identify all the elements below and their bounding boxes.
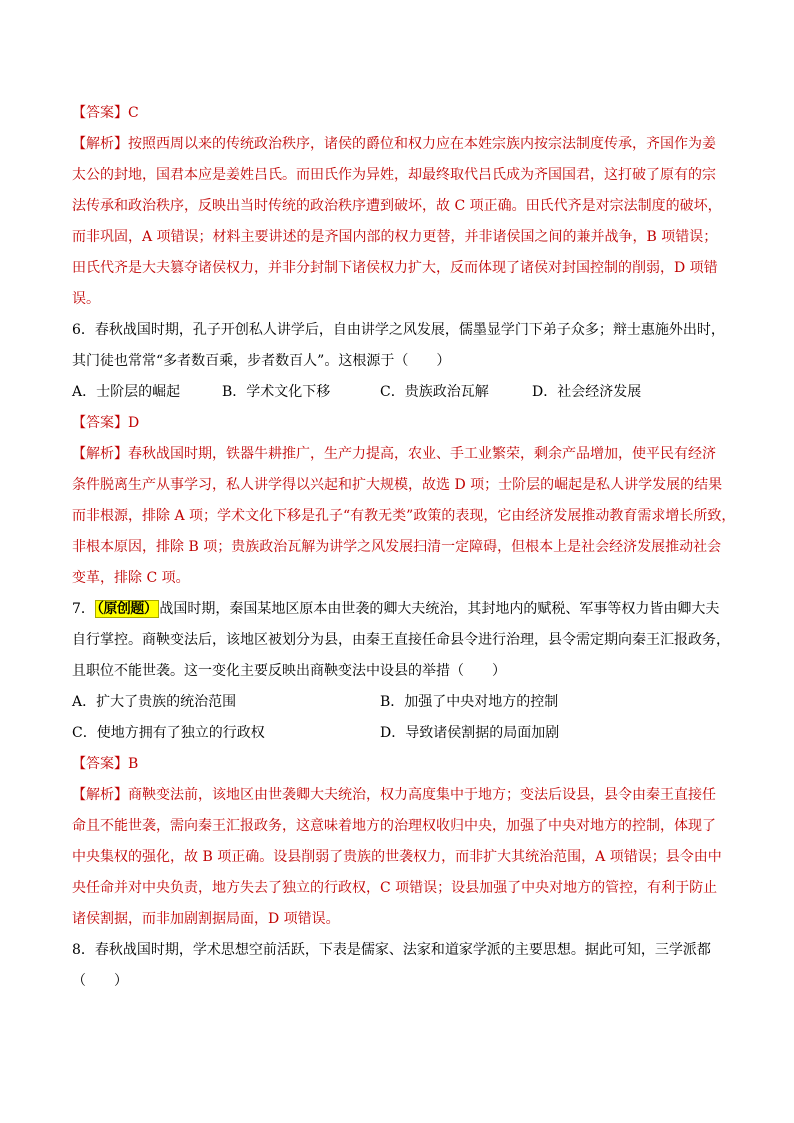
q8-stem-line: 8．春秋战国时期，学术思想空前活跃，下表是儒家、法家和道家学派的主要思想。据此可知，三学派都 — [72, 942, 711, 958]
q5-answer — [72, 98, 722, 129]
q6-stem-line: 6．春秋战国时期，孔子开创私人讲学后，自由讲学之风发展，儒墨显学门下弟子众多；辩士惠施外出时， — [72, 322, 725, 338]
answer-tag: 【答案】 — [72, 105, 128, 121]
q6-analysis-line: 非根本原因，排除 B 项；贵族政治瓦解为讲学之风发展扫清一定障碍，但根本上是社会经济发展推动社会 — [72, 539, 722, 555]
q6-analysis-line: 而非根源，排除 A 项；学术文化下移是孔子“有教无类”政策的表现，它由经济发展推动教育需求增长所致， — [72, 508, 736, 524]
q8-stem-line: （ ） — [72, 973, 128, 989]
q7-analysis-line: 央任命并对中央负责，地方失去了独立的行政权，C 项错误；设县加强了中央对地方的管控，有利于防止 — [72, 880, 718, 896]
q5-analysis-line: 法传承和政治秩序，反映出当时传统的政治秩序遭到破坏，故 C 项正确。田氏代齐是对宗法制度的破坏， — [72, 198, 722, 214]
q5-analysis-line: 误。 — [72, 291, 100, 307]
q7-analysis-line: 中央集权的强化，故 B 项正确。设县削弱了贵族的世袭权力，而非扩大其统治范围，A 项错误；县令由中 — [72, 849, 722, 865]
q7-analysis-line: 命且不能世袭，需向秦王汇报政务，这意味着地方的治理权收归中央，加强了中央对地方的控制，体现了 — [72, 818, 716, 834]
analysis-text: 春秋战国时期，铁器牛耕推广，生产力提高，农业、手工业繁荣，剩余产品增加，使平民有经济 — [128, 446, 716, 462]
analysis-tag: 【解析】 — [72, 136, 128, 152]
document-page — [72, 98, 736, 997]
analysis-text: 按照西周以来的传统政治秩序，诸侯的爵位和权力应在本姓宗族内按宗法制度传承，齐国作为姜 — [128, 136, 716, 152]
q7-options-row-1 — [72, 687, 722, 718]
q7-answer — [72, 749, 722, 780]
q6-options — [72, 377, 722, 408]
q7-stem-text: 战国时期，秦国某地区原本由世袭的卿大夫统治，其封地内的赋税、军事等权力皆由卿大夫 — [159, 601, 720, 617]
q6-answer — [72, 408, 722, 439]
q6-analysis-line — [72, 439, 722, 470]
q5-analysis-line — [72, 129, 722, 160]
q7-stem-line: 自行掌控。商鞅变法后，该地区被划分为县，由秦王直接任命县令进行治理，县令需定期向秦王汇报政务， — [72, 632, 730, 648]
answer-tag: 【答案】 — [72, 756, 128, 772]
q6-analysis-line: 变革，排除 C 项。 — [72, 570, 190, 586]
answer-value: D — [128, 415, 140, 431]
q5-analysis-line: 而非巩固，A 项错误；材料主要讲述的是齐国内部的权力更替，并非诸侯国之间的兼并战争，B 项错误； — [72, 229, 718, 245]
analysis-tag: 【解析】 — [72, 787, 128, 803]
q7-option-b: B．加强了中央对地方的控制 — [380, 694, 559, 710]
q6-stem-line: 其门徒也常常“多者数百乘，步者数百人”。这根源于（ ） — [72, 353, 451, 369]
q7-analysis-line: 诸侯割据，而非加剧割据局面，D 项错误。 — [72, 911, 340, 927]
q6-option-d: D．社会经济发展 — [532, 384, 642, 400]
q7-option-a: A．扩大了贵族的统治范围 — [72, 694, 237, 710]
q7-stem-line: 且职位不能世袭。这一变化主要反映出商鞅变法中设县的举措（ ） — [72, 663, 506, 679]
q7-option-d: D．导致诸侯割据的局面加剧 — [380, 725, 560, 741]
q7-number: 7． — [72, 601, 95, 617]
q7-stem-line — [72, 594, 722, 625]
answer-tag: 【答案】 — [72, 415, 128, 431]
original-question-badge: （原创题） — [96, 601, 158, 617]
analysis-tag: 【解析】 — [72, 446, 128, 462]
q7-analysis-line — [72, 780, 722, 811]
q5-analysis-line: 太公的封地，国君本应是姜姓吕氏。而田氏作为异姓，却最终取代吕氏成为齐国国君，这打破了原有的宗 — [72, 167, 716, 183]
answer-value: C — [128, 105, 139, 121]
q6-option-a: A．士阶层的崛起 — [72, 384, 181, 400]
analysis-text: 商鞅变法前，该地区由世袭卿大夫统治，权力高度集中于地方；变法后设县，县令由秦王直接任 — [128, 787, 716, 803]
q6-option-b: B．学术文化下移 — [222, 384, 331, 400]
q7-options-row-2 — [72, 718, 722, 749]
answer-value: B — [128, 756, 139, 772]
q6-option-c: C．贵族政治瓦解 — [380, 384, 489, 400]
q7-option-c: C．使地方拥有了独立的行政权 — [72, 725, 265, 741]
q5-analysis-line: 田氏代齐是大夫篡夺诸侯权力，并非分封制下诸侯权力扩大，反而体现了诸侯对封国控制的削弱，D 项错 — [72, 260, 718, 276]
q6-analysis-line: 条件脱离生产从事学习，私人讲学得以兴起和扩大规模，故选 D 项；士阶层的崛起是私人讲学发展的结果 — [72, 477, 723, 493]
